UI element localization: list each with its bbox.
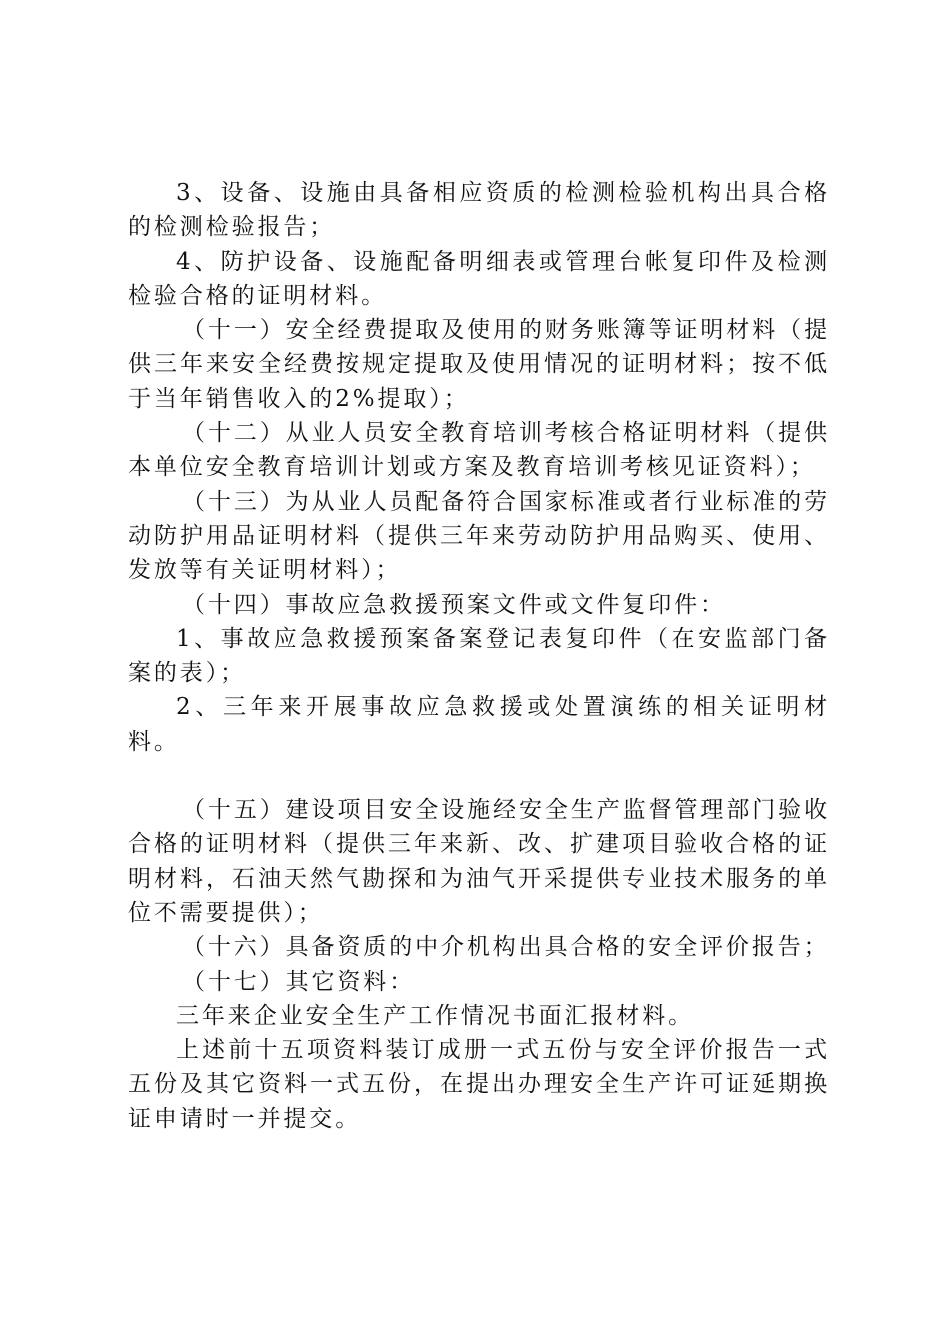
- paragraph-item-14-1: 1、事故应急救援预案备案登记表复印件（在安监部门备案的表）；: [128, 625, 830, 687]
- paragraph-section-12: （十二）从业人员安全教育培训考核合格证明材料（提供本单位安全教育培训计划或方案及教育培训考核见证资料）；: [128, 420, 830, 481]
- document-body: [128, 176, 830, 1136]
- paragraph-item-14-2: 2、三年来开展事故应急救援或处置演练的相关证明材料。: [128, 694, 830, 755]
- paragraph-item-3: 3、设备、设施由具备相应资质的检测检验机构出具合格的检测检验报告；: [128, 180, 830, 241]
- paragraph-section-15: （十五）建设项目安全设施经安全生产监督管理部门验收合格的证明材料（提供三年来新、改、扩建项目验收合格的证明材料，石油天然气勘探和为油气开采提供专业技术服务的单位不需要提供）；: [128, 797, 830, 926]
- paragraph-section-14: （十四）事故应急救援预案文件或文件复印件：: [182, 591, 726, 618]
- paragraph-section-13: （十三）为从业人员配备符合国家标准或者行业标准的劳动防护用品证明材料（提供三年来劳动防护用品购买、使用、发放等有关证明材料）；: [128, 488, 830, 584]
- paragraph-section-17: （十七）其它资料：: [182, 968, 416, 995]
- paragraph-other-materials: 三年来企业安全生产工作情况书面汇报材料。: [176, 1002, 694, 1029]
- paragraph-section-16: （十六）具备资质的中介机构出具合格的安全评价报告；: [182, 934, 830, 961]
- paragraph-submission-note: 上述前十五项资料装订成册一式五份与安全评价报告一式五份及其它资料一式五份，在提出办理安全生产许可证延期换证申请时一并提交。: [128, 1037, 830, 1132]
- paragraph-item-4: 4、防护设备、设施配备明细表或管理台帐复印件及检测检验合格的证明材料。: [128, 248, 830, 309]
- paragraph-section-11: （十一）安全经费提取及使用的财务账簿等证明材料（提供三年来安全经费按规定提取及使用情况的证明材料；按不低于当年销售收入的2%提取）；: [128, 317, 830, 412]
